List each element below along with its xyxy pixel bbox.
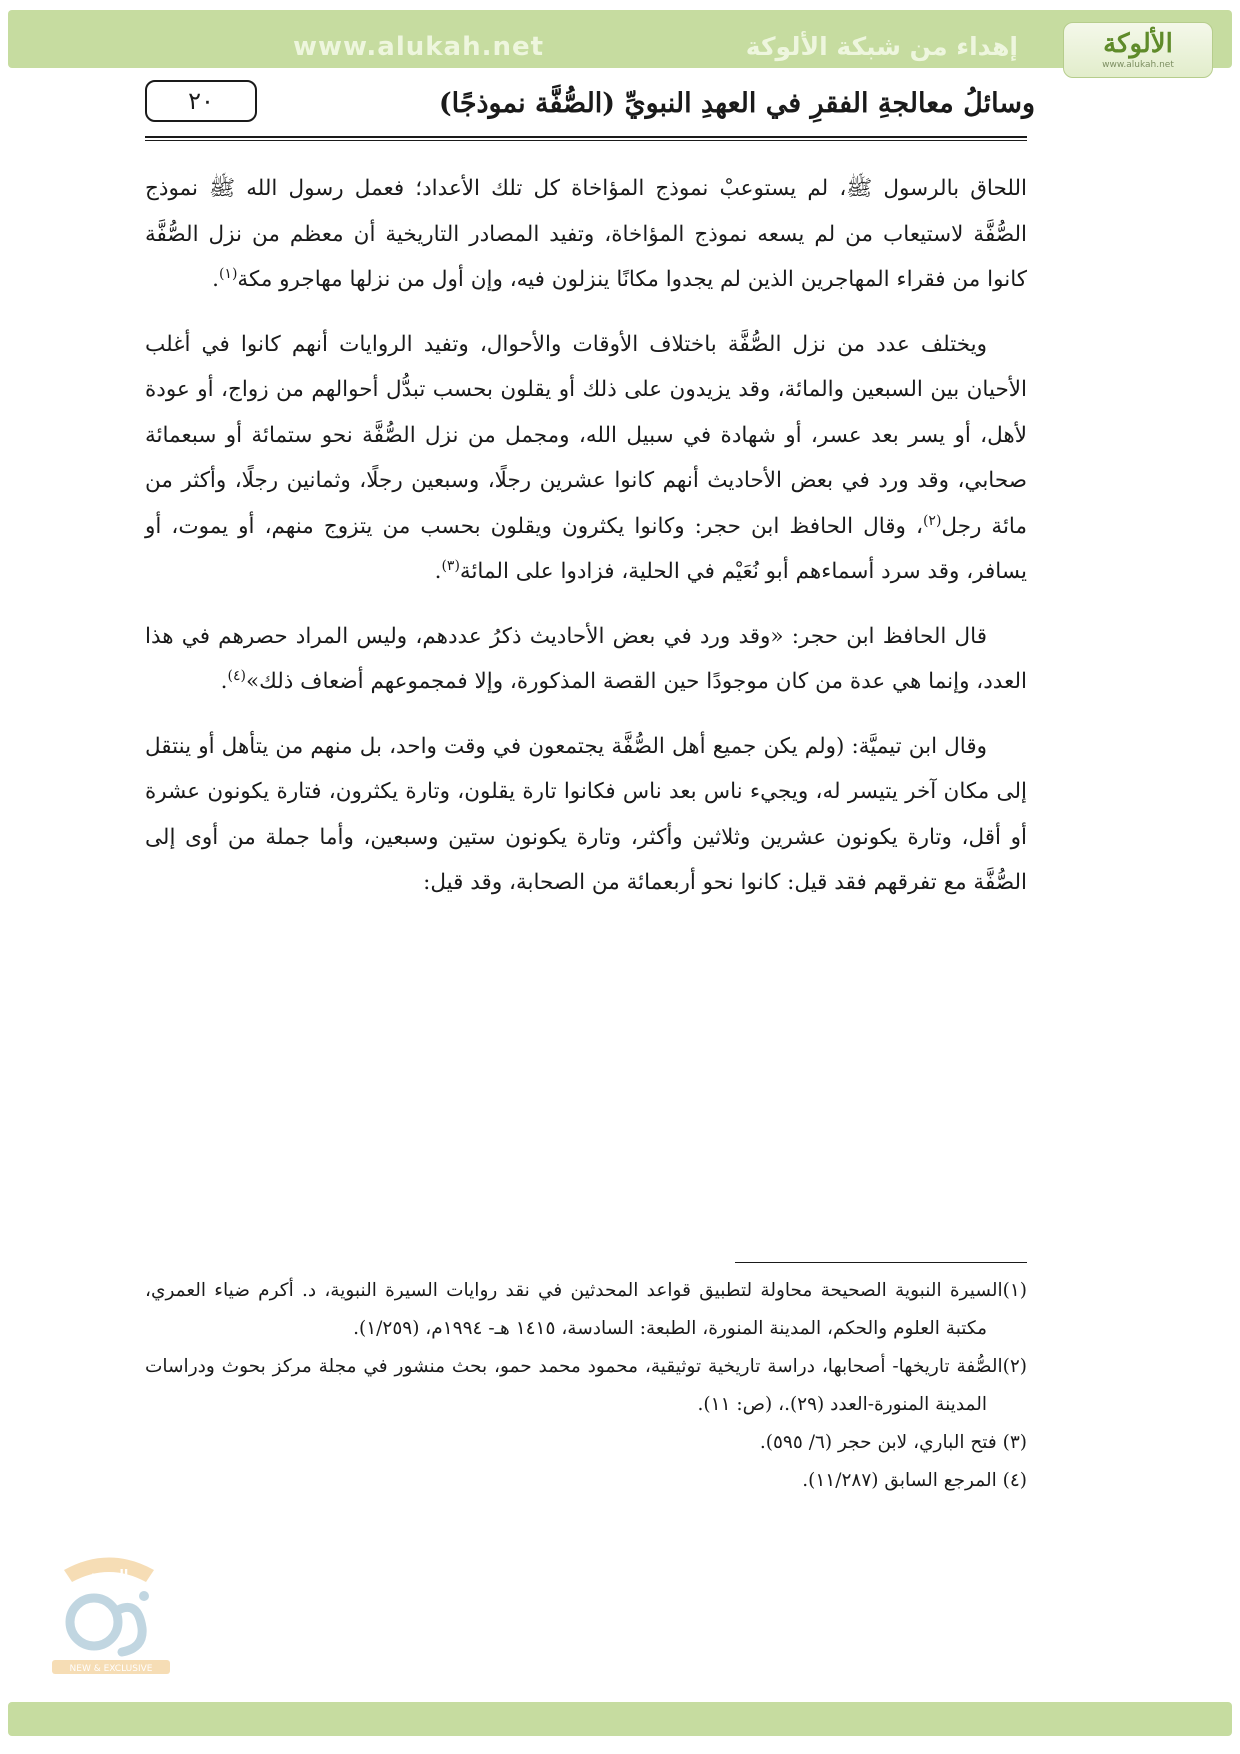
stamp-caption: NEW & EXCLUSIVE (69, 1664, 153, 1674)
body-text (145, 166, 1027, 925)
footnote-ref-3[interactable]: (٣) (441, 557, 460, 574)
new-exclusive-stamp-icon (34, 1550, 184, 1680)
paragraph-4: وقال ابن تيميَّة: (ولم يكن جميع أهل الصُّفَّة يجتمعون في وقت واحد، بل منهم من يتأهل أو ينتقل إلى مكان آخر يتيسر له، ويجيء ناس بعد ناس فكانوا تارة يقلون، وتارة يكثرون، فتارة يكونون عشرة أو أقل، وتارة يكونون عشرين وثلاثين وأكثر، وتارة يكونون ستين وسبعين، وأما جملة من أوى إلى الصُّفَّة مع تفرقهم فقد قيل: كانوا نحو أربعمائة من الصحابة، وقد قيل: (145, 733, 1027, 895)
page-number: ٢٠ (145, 80, 257, 122)
paragraph-3: قال الحافظ ابن حجر: «وقد ورد في بعض الأحاديث ذكرُ عددهم، وليس المراد حصرهم في هذا العدد، وإنما هي عدة من كان موجودًا حين القصة المذكورة، وإلا فمجموعهم أضعاف ذلك»$^{(٤)}$. (145, 623, 1027, 694)
banner-url[interactable]: www.alukah.net (293, 32, 545, 62)
footnote-4: (٤) المرجع السابق (١١/٢٨٧). (802, 1470, 1027, 1491)
paragraph-2: ويختلف عدد من نزل الصُّفَّة باختلاف الأوقات والأحوال، وتفيد الروايات أنهم كانوا في أغلب الأحيان بين السبعين والمائة، وقد يزيدون على ذلك أو يقلون بحسب تبدُّل أحوالهم من زواج، أو عودة لأهل، أو يسر بعد عسر، أو شهادة في سبيل الله، ومجمل من نزل الصُّفَّة نحو ستمائة أو سبعمائة صحابي، وقد ورد في بعض الأحاديث أنهم كانوا عشرين رجلًا، وسبعين رجلًا، وثمانين رجلًا، وأكثر من مائة رجل$^{(٢)}$، وقال الحافظ ابن حجر: وكانوا يكثرون ويقلون بحسب من يتزوج منهم، أو يموت، أو يسافر، وقد سرد أسماءهم أبو نُعَيْم في الحلية، فزادوا على المائة$^{(٣)}$. (145, 331, 1027, 584)
running-title: وسائلُ معالجةِ الفقرِ في العهدِ النبويِّ (الصُّفَّة نموذجًا) (438, 88, 1035, 119)
logo-word: الألوكة (1103, 29, 1173, 59)
header-rule (145, 136, 1027, 141)
footnote-rule (735, 1262, 1027, 1263)
bottom-banner (8, 1702, 1232, 1736)
footnote-ref-4[interactable]: (٤) (227, 667, 246, 684)
logo-url: www.alukah.net (1102, 60, 1174, 70)
footnote-ref-1[interactable]: (١) (218, 265, 238, 282)
paragraph-1: اللحاق بالرسول ﷺ، لم يستوعبْ نموذج المؤاخاة كل تلك الأعداد؛ فعمل رسول الله ﷺ نموذج الصُّفَّة لاستيعاب من لم يسعه نموذج المؤاخاة، وتفيد المصادر التاريخية أن معظم من نزل الصُّفَّة كانوا من فقراء المهاجرين الذين لم يجدوا مكانًا ينزلون فيه، وإن أول من نزلها مهاجرو مكة$^{(١)}$. (145, 176, 1027, 292)
footnote-2: (٢)الصُّفة تاريخها- أصحابها، دراسة تاريخية توثيقية، محمود محمد حمو، بحث منشور في مجلة مركز بحوث ودراسات المدينة المنورة-العدد (٢٩).، (ص: ١١). (145, 1356, 1027, 1415)
alukah-logo[interactable] (1063, 22, 1213, 78)
banner-gift-text: إهداء من شبكة الألوكة (745, 32, 1018, 61)
footnote-3: (٣) فتح الباري، لابن حجر (٦/ ٥٩٥). (759, 1432, 1027, 1453)
footnote-1: (١)السيرة النبوية الصحيحة محاولة لتطبيق قواعد المحدثين في نقد روايات السيرة النبوية، د. أكرم ضياء العمري، مكتبة العلوم والحكم، المدينة المنورة، الطبعة: السادسة، ١٤١٥ هـ- ١٩٩٤م، (١/٢٥٩). (145, 1280, 1027, 1339)
top-banner (8, 10, 1232, 68)
footnotes (145, 1272, 1027, 1500)
footnote-ref-2[interactable]: (٢) (922, 512, 942, 529)
stamp-top-word: الجديد (89, 1568, 129, 1583)
